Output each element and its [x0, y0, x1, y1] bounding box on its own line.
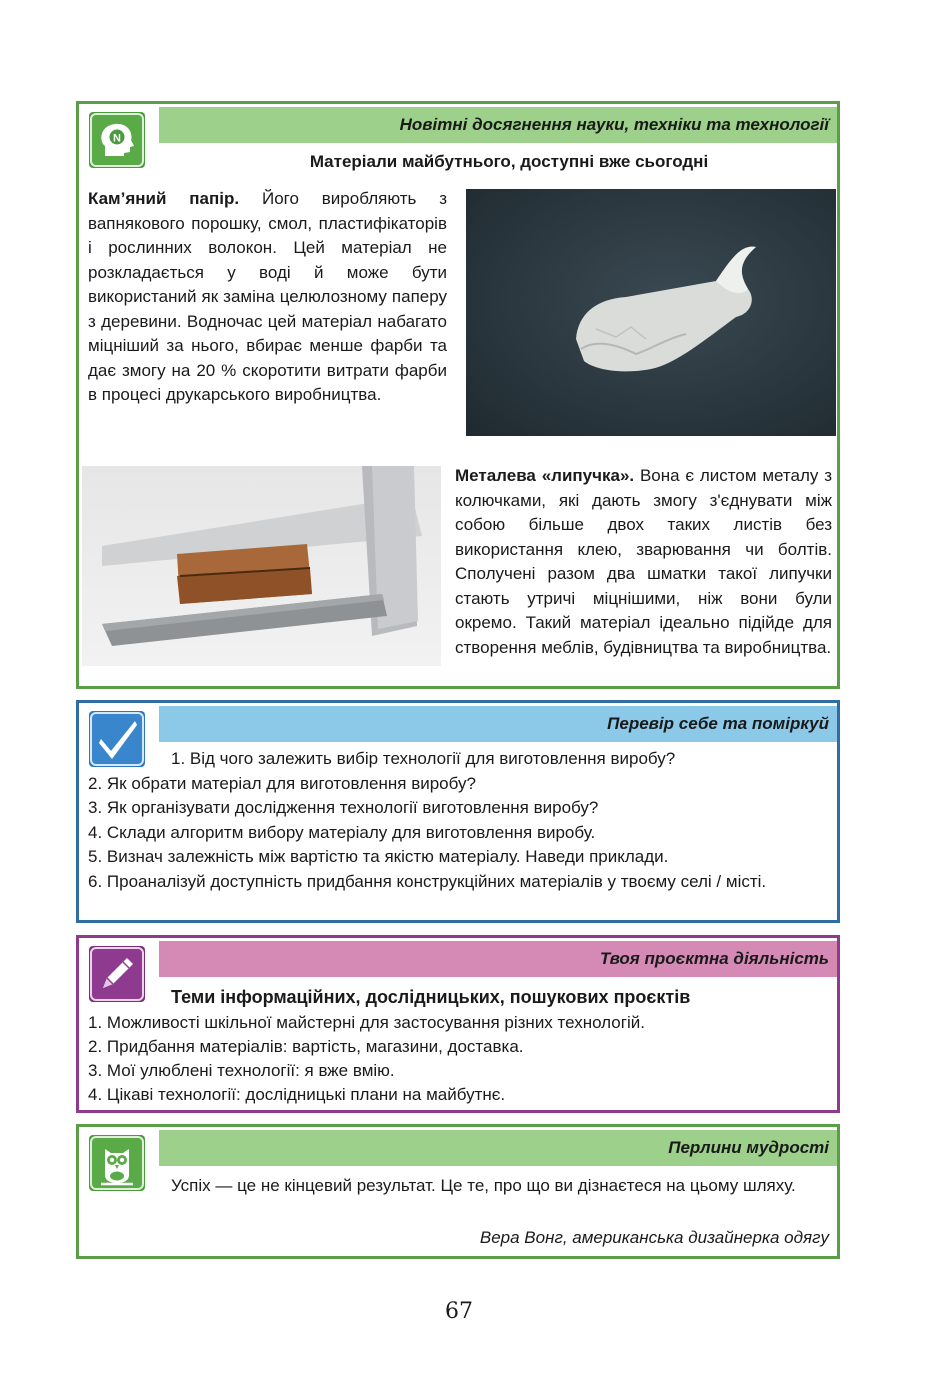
project-item-2: 2. Придбання матеріалів: вартість, магазини, доставка.: [88, 1037, 524, 1056]
question-5: 5. Визнач залежність між вартістю та якістю матеріалу. Наведи приклади.: [88, 847, 669, 866]
project-header: Твоя проєктна діяльність: [159, 941, 837, 977]
checkmark-icon: [89, 711, 145, 767]
pencil-icon: [89, 946, 145, 1002]
svg-text:N: N: [113, 132, 121, 145]
wisdom-header: Перлини мудрості: [159, 1130, 837, 1166]
project-item-4: 4. Цікаві технології: дослідницькі плани на майбутнє.: [88, 1085, 506, 1104]
stone-paper-title: Кам’яний папір.: [88, 189, 240, 208]
check-header: Перевір себе та поміркуй: [159, 706, 837, 742]
stone-paper-paragraph: [88, 187, 447, 408]
wisdom-quote-text: Успіх — це не кінцевий результат. Це те, про що ви дізнаєтеся на цьому шляху.: [171, 1176, 796, 1195]
project-subtitle: Теми інформаційних, дослідницьких, пошукових проєктів: [171, 987, 691, 1007]
question-6: 6. Проаналізуй доступність придбання конструкційних матеріалів у твоєму селі / місті.: [88, 872, 767, 891]
question-1: 1. Від чого залежить вибір технології для виготовлення виробу?: [171, 749, 676, 768]
wisdom-author: Вера Вонг, американська дизайнерка одягу: [479, 1228, 829, 1247]
metal-velcro-paragraph: [455, 464, 832, 660]
metal-velcro-title: Металева «липучка».: [455, 466, 635, 485]
head-n-icon: [89, 112, 145, 168]
stone-paper-image: [466, 189, 836, 436]
wisdom-quote: [88, 1174, 826, 1199]
stone-paper-text: Його виробляють з вапнякового порошку, смол, пластифікаторів і рослинних волокон. Цей матеріал не розкладається у воді й може бути використаний як заміна целюлозному паперу з деревини. Водночас цей матеріал набагато міцніший за нього, вбирає менше фарби та дає змогу на 20 % скоротити витрати фарби в процесі друкарського виробництва.: [88, 189, 447, 404]
innovations-header: Новітні досягнення науки, техніки та технології: [159, 107, 837, 143]
project-item-1: 1. Можливості шкільної майстерні для застосування різних технологій.: [88, 1013, 645, 1032]
wisdom-box: [76, 1124, 840, 1259]
metal-velcro-image: [82, 466, 441, 666]
innovations-subtitle: Матеріали майбутнього, доступні вже сьогодні: [309, 152, 709, 171]
metal-velcro-text: Вона є листом металу з колючками, які дають змогу з'єднувати між собою більше двох таких листів без використання клею, зварювання чи болтів. Сполучені разом два шматки такої липучки стають утричі міцнішими, ніж вони були окремо. Такий матеріал ідеально підійде для створення меблів, будівництва та виробництва.: [455, 466, 832, 657]
check-box: [76, 700, 840, 923]
question-3: 3. Як організувати дослідження технології виготовлення виробу?: [88, 798, 599, 817]
question-4: 4. Склади алгоритм вибору матеріалу для виготовлення виробу.: [88, 823, 596, 842]
page-number: 67: [445, 1299, 473, 1324]
project-box: [76, 935, 840, 1113]
innovations-box: [76, 101, 840, 689]
project-item-3: 3. Мої улюблені технології: я вже вмію.: [88, 1061, 395, 1080]
question-2: 2. Як обрати матеріал для виготовлення виробу?: [88, 774, 476, 793]
